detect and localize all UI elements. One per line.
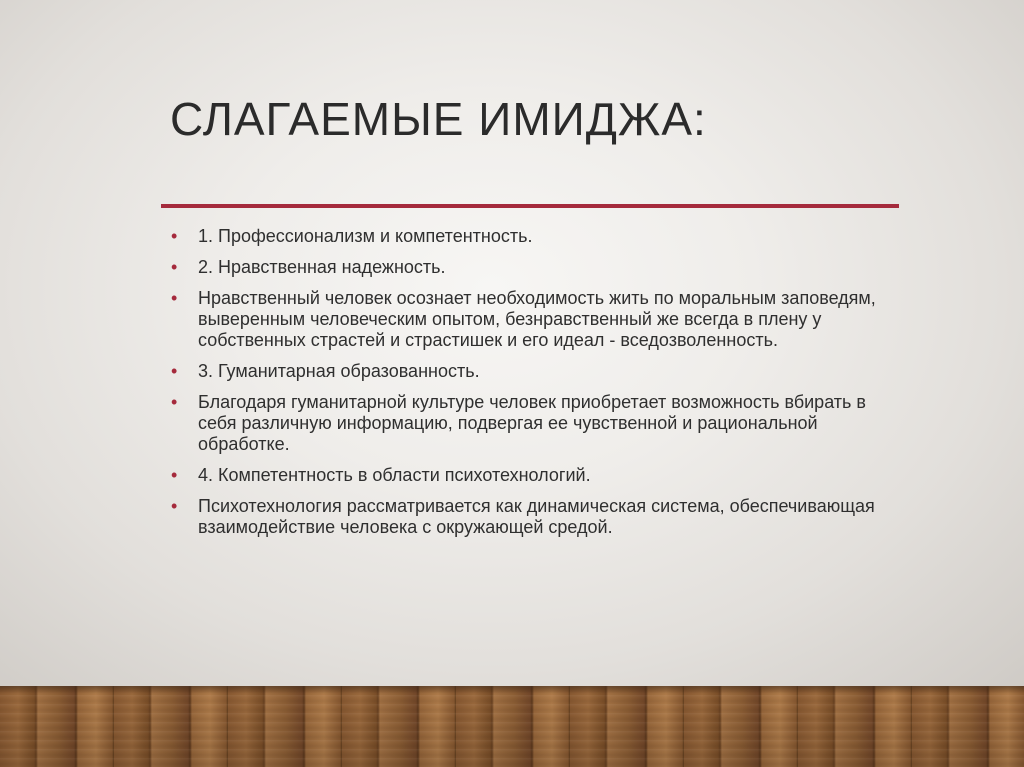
bullet-icon: • xyxy=(171,496,178,516)
bullet-text: 3. Гуманитарная образованность. xyxy=(198,361,480,381)
bullet-text: 1. Профессионализм и компетентность. xyxy=(198,226,533,246)
bullet-text: 4. Компетентность в области психотехнологий. xyxy=(198,465,591,485)
bullet-text: 2. Нравственная надежность. xyxy=(198,257,446,277)
bullet-icon: • xyxy=(171,392,178,412)
bullet-item xyxy=(168,361,898,382)
bullet-text: Благодаря гуманитарной культуре человек приобретает возможность вбирать в себя различную информацию, подвергая ее чувственной и рациональной обработке. xyxy=(198,392,866,454)
title-divider xyxy=(161,204,899,208)
bullet-item xyxy=(168,465,898,486)
bullet-item xyxy=(168,257,898,278)
bullet-icon: • xyxy=(171,226,178,246)
bullet-item xyxy=(168,226,898,247)
bullet-text: Психотехнология рассматривается как динамическая система, обеспечивающая взаимодействие человека с окружающей средой. xyxy=(198,496,875,537)
bullet-icon: • xyxy=(171,361,178,381)
bullet-item xyxy=(168,496,898,538)
bullet-icon: • xyxy=(171,288,178,308)
slide-title: СЛАГАЕМЫЕ ИМИДЖА: xyxy=(170,93,707,145)
bullet-icon: • xyxy=(171,465,178,485)
bullet-list xyxy=(168,226,898,548)
bullet-item xyxy=(168,288,898,351)
bullet-text: Нравственный человек осознает необходимость жить по моральным заповедям, выверенным человеческим опытом, безнравственный же всегда в плену у собственных страстей и страстишек и его идеал - вседозволенность. xyxy=(198,288,876,350)
bullet-item xyxy=(168,392,898,455)
bullet-icon: • xyxy=(171,257,178,277)
wooden-floor xyxy=(0,686,1024,767)
